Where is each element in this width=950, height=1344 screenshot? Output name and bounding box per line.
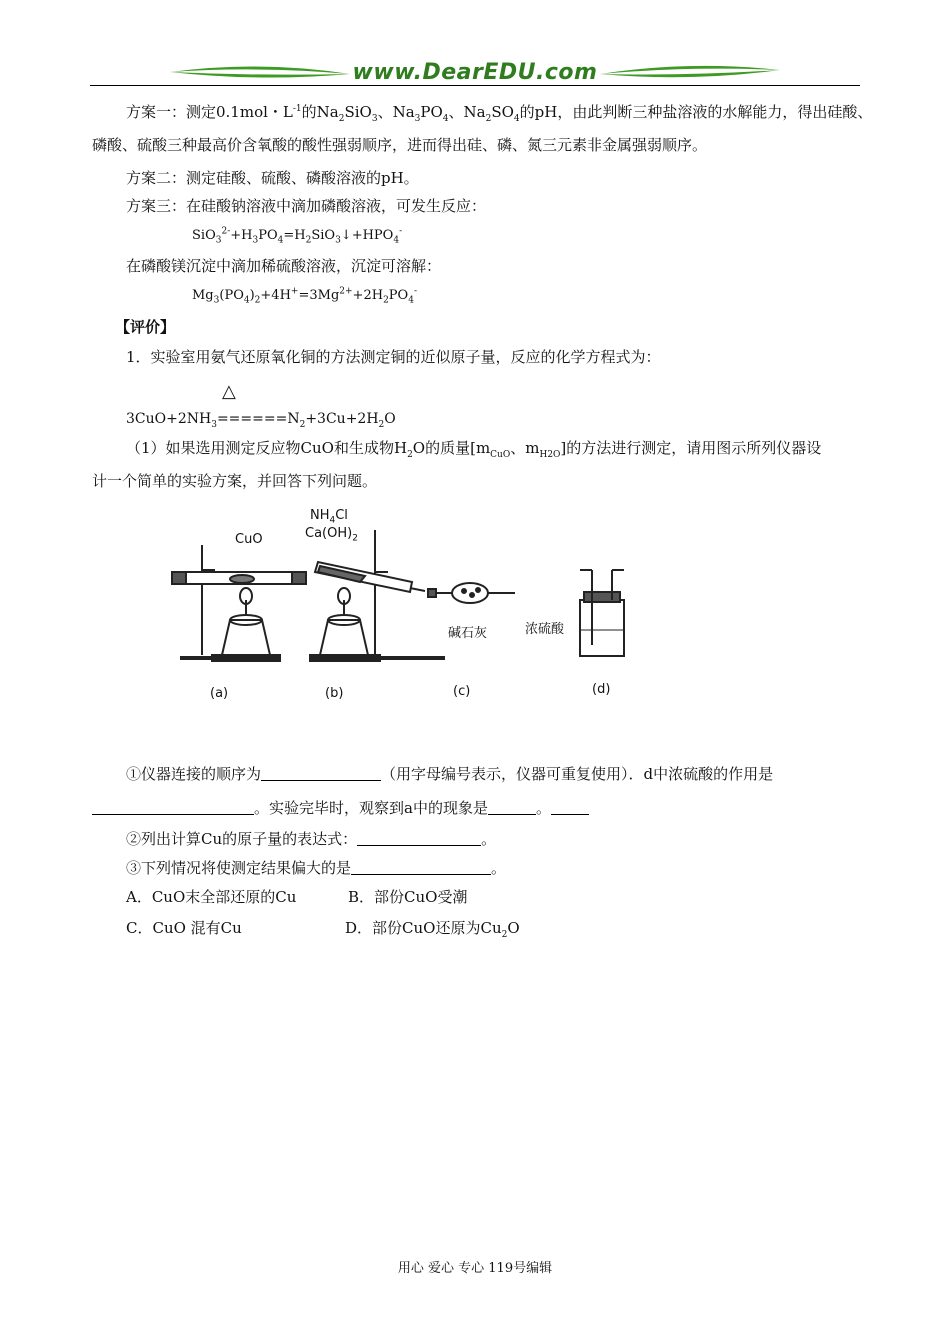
option-a: A．CuO末全部还原的Cu [126, 888, 297, 906]
apparatus-d [580, 570, 624, 656]
answer-blank-choice[interactable] [351, 858, 491, 875]
evaluation-heading: 【评价】 [115, 318, 176, 336]
apparatus-c [428, 583, 515, 603]
apparatus-b [310, 530, 445, 661]
option-c: C．CuO 混有Cu [126, 919, 242, 937]
label-a: (a) [210, 686, 229, 701]
apparatus-a [172, 545, 306, 661]
apparatus-drawing [160, 500, 640, 710]
apparatus-figure [160, 500, 640, 710]
question-1-1-line-1: （1）如果选用测定反应物CuO和生成物$H_2O$的质量[$m_{CuO}$、$m_{H2O}$]的方法进行测定，请用图示所列仪器设 [126, 439, 822, 460]
label-cuo: CuO [235, 532, 263, 547]
option-b: B．部份CuO受潮 [348, 888, 468, 906]
answer-blank-extra[interactable] [551, 798, 589, 815]
heat-triangle-icon: △ [222, 381, 236, 402]
label-caoh2: $Ca(OH)_2$ [305, 526, 358, 544]
subquestion-2: ②列出计算Cu的原子量的表达式： 。 [126, 830, 497, 848]
option-d: D．部份CuO还原为$Cu_2O$ [345, 919, 520, 940]
label-b: (b) [325, 686, 344, 701]
plan-two: 方案二：测定硅酸、硫酸、磷酸溶液的pH。 [126, 169, 419, 187]
question-1-1-line-2: 计一个简单的实验方案，并回答下列问题。 [92, 472, 378, 490]
site-logo: www.DearEDU.com [352, 60, 598, 85]
equation-3: $3CuO+2NH_3======N_2+3Cu+2H_2O$ [126, 411, 396, 430]
page-footer: 用心 爱心 专心 119号编辑 [397, 1261, 553, 1276]
question-1: 1．实验室用氨气还原氧化铜的方法测定铜的近似原子量，反应的化学方程式为： [126, 348, 661, 366]
plan-one-line-1: 方案一：测定0.1mol・$L^{-1}$的$Na_2SiO_3$、$Na_3PO_4$、$Na_2SO_4$的pH，由此判断三种盐溶液的水解能力，得出硅酸、 [126, 103, 873, 124]
magnesium-phosphate-line: 在磷酸镁沉淀中滴加稀硫酸溶液，沉淀可溶解： [126, 257, 442, 275]
plan-three: 方案三：在硅酸钠溶液中滴加磷酸溶液，可发生反应： [126, 197, 487, 215]
label-soda-lime: 碱石灰 [448, 626, 488, 641]
subquestion-1-line-1: ①仪器连接的顺序为 （用字母编号表示，仪器可重复使用）．d中浓硫酸的作用是 [126, 765, 774, 783]
equation-1: $SiO_3^{2-}+H_3PO_4=H_2SiO_3↓+HPO_4^-$ [192, 226, 403, 246]
label-c: (c) [453, 684, 471, 699]
plan-one-line-2: 磷酸、硫酸三种最高价含氧酸的酸性强弱顺序，进而得出硅、磷、氮三元素非金属强弱顺序。 [92, 136, 708, 154]
answer-blank-expression[interactable] [357, 829, 481, 846]
answer-blank-function[interactable] [92, 798, 254, 815]
label-nh4cl: $NH_4Cl$ [310, 508, 348, 526]
subquestion-1-line-2: 。实验完毕时，观察到a中的现象是 。 [92, 797, 589, 819]
subquestion-3: ③下列情况将使测定结果偏大的是 。 [126, 859, 507, 877]
answer-blank-phenomenon[interactable] [488, 798, 536, 815]
label-conc-sulfuric-acid: 浓硫酸 [525, 622, 565, 637]
label-d: (d) [592, 682, 611, 697]
header-divider [90, 85, 860, 86]
equation-2: $Mg_3(PO_4)_2+4H^+=3Mg^{2+}+2H_2PO_4^-$ [192, 286, 417, 306]
answer-blank-order[interactable] [261, 764, 381, 781]
